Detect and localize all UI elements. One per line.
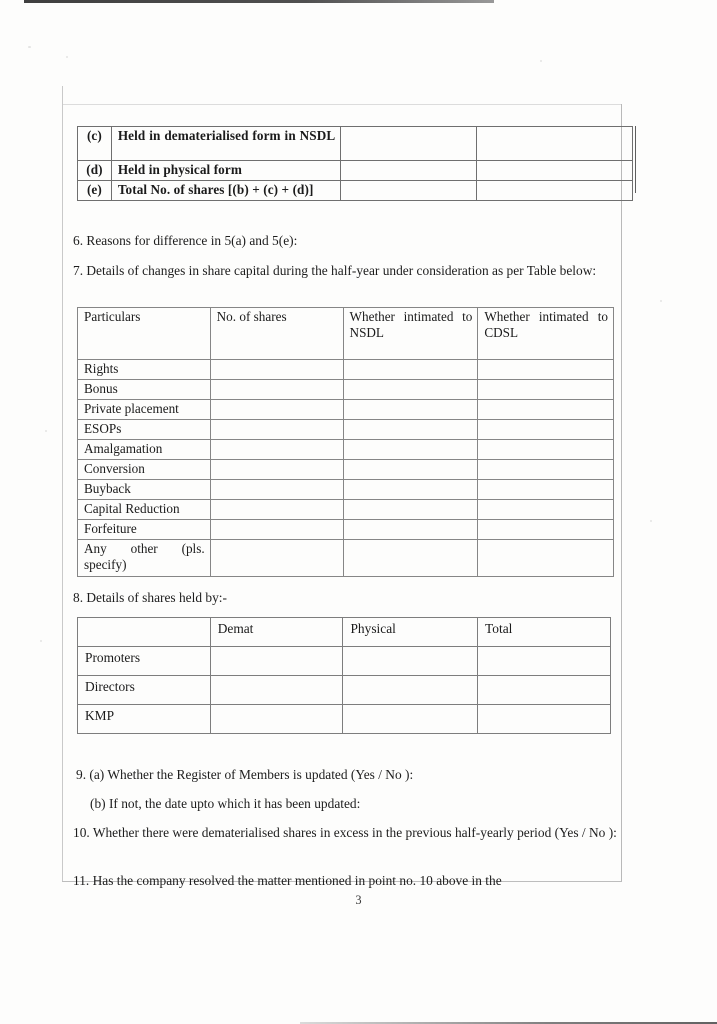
cell-private-placement-cdsl[interactable]	[478, 400, 614, 420]
cell-kmp-physical[interactable]	[343, 705, 478, 734]
scan-frame-left-line	[62, 86, 63, 881]
cell-rights-no-of-shares[interactable]	[210, 360, 343, 380]
table-row	[78, 647, 611, 676]
row-label-buyback: Buyback	[78, 480, 211, 500]
table-row	[78, 520, 614, 540]
row-label-total-no-of-shares: Total No. of shares [(b) + (c) + (d)]	[111, 181, 340, 201]
scan-speck	[540, 60, 542, 62]
cell-rights-nsdl[interactable]	[343, 360, 478, 380]
cell-kmp-demat[interactable]	[210, 705, 343, 734]
cell-amalgamation-nsdl[interactable]	[343, 440, 478, 460]
question-item-10: 10. Whether there were dematerialised shares in excess in the previous half-yearly period (Yes / No ):	[73, 825, 617, 840]
row-index-c: (c)	[78, 127, 112, 161]
question-item-8: 8. Details of shares held by:-	[73, 590, 227, 605]
row-label-bonus: Bonus	[78, 380, 211, 400]
scan-edge-band-top	[24, 0, 494, 3]
scan-frame-right-line	[621, 104, 622, 882]
table-row	[78, 380, 614, 400]
table-row	[78, 420, 614, 440]
row-value2-d[interactable]	[476, 161, 632, 181]
row-label-private-placement: Private placement	[78, 400, 211, 420]
cell-private-placement-no-of-shares[interactable]	[210, 400, 343, 420]
cell-promoters-demat[interactable]	[210, 647, 343, 676]
page-number: 3	[355, 893, 362, 907]
cell-esops-cdsl[interactable]	[478, 420, 614, 440]
cell-any-other-no-of-shares[interactable]	[210, 540, 343, 577]
cell-capital-reduction-nsdl[interactable]	[343, 500, 478, 520]
cell-amalgamation-no-of-shares[interactable]	[210, 440, 343, 460]
row-index-d: (d)	[78, 161, 112, 181]
table-row	[78, 540, 614, 577]
column-header-category	[78, 618, 211, 647]
row-label-forfeiture: Forfeiture	[78, 520, 211, 540]
cell-private-placement-nsdl[interactable]	[343, 400, 478, 420]
shareholding-continuation-table	[77, 126, 633, 201]
cell-bonus-cdsl[interactable]	[478, 380, 614, 400]
cell-conversion-nsdl[interactable]	[343, 460, 478, 480]
scan-speck	[45, 430, 47, 432]
scan-speck	[28, 46, 31, 48]
row-value1-d[interactable]	[341, 161, 476, 181]
row-value2-e[interactable]	[476, 181, 632, 201]
scan-speck	[66, 56, 68, 58]
share-capital-changes-table	[77, 307, 614, 577]
table-header-row	[78, 308, 614, 360]
cell-conversion-cdsl[interactable]	[478, 460, 614, 480]
cell-buyback-nsdl[interactable]	[343, 480, 478, 500]
scan-speck	[660, 300, 662, 302]
cell-esops-nsdl[interactable]	[343, 420, 478, 440]
cell-forfeiture-cdsl[interactable]	[478, 520, 614, 540]
table-row	[78, 676, 611, 705]
cell-buyback-cdsl[interactable]	[478, 480, 614, 500]
cell-promoters-physical[interactable]	[343, 647, 478, 676]
shares-held-by-table	[77, 617, 611, 734]
cell-forfeiture-no-of-shares[interactable]	[210, 520, 343, 540]
scan-speck	[40, 640, 42, 642]
cell-directors-physical[interactable]	[343, 676, 478, 705]
question-item-7: 7. Details of changes in share capital during the half-year under consideration as per Table below:	[73, 263, 597, 278]
row-value1-c[interactable]	[341, 127, 476, 161]
question-item-9b: (b) If not, the date upto which it has been updated:	[90, 796, 361, 811]
table-row	[78, 127, 633, 161]
question-item-6: 6. Reasons for difference in 5(a) and 5(e):	[73, 233, 298, 248]
cell-bonus-no-of-shares[interactable]	[210, 380, 343, 400]
column-header-no-of-shares: No. of shares	[210, 308, 343, 360]
cell-forfeiture-nsdl[interactable]	[343, 520, 478, 540]
table-row	[78, 500, 614, 520]
scan-frame-top-line	[63, 104, 621, 105]
row-label-any-other: Any other (pls. specify)	[78, 540, 211, 577]
table-row	[78, 440, 614, 460]
table-row	[78, 705, 611, 734]
table-row	[78, 480, 614, 500]
question-item-11: 11. Has the company resolved the matter mentioned in point no. 10 above in the	[73, 873, 502, 888]
row-label-esops: ESOPs	[78, 420, 211, 440]
row-label-held-in-demat-nsdl: Held in dematerialised form in NSDL	[111, 127, 340, 161]
cell-capital-reduction-cdsl[interactable]	[478, 500, 614, 520]
cell-any-other-nsdl[interactable]	[343, 540, 478, 577]
cell-capital-reduction-no-of-shares[interactable]	[210, 500, 343, 520]
table-row	[78, 400, 614, 420]
cell-directors-demat[interactable]	[210, 676, 343, 705]
cell-rights-cdsl[interactable]	[478, 360, 614, 380]
cell-esops-no-of-shares[interactable]	[210, 420, 343, 440]
cell-amalgamation-cdsl[interactable]	[478, 440, 614, 460]
table-row	[78, 360, 614, 380]
table5-outer-border-line	[635, 126, 636, 193]
row-label-rights: Rights	[78, 360, 211, 380]
row-value1-e[interactable]	[341, 181, 476, 201]
row-value2-c[interactable]	[476, 127, 632, 161]
cell-conversion-no-of-shares[interactable]	[210, 460, 343, 480]
cell-bonus-nsdl[interactable]	[343, 380, 478, 400]
table-row	[78, 161, 633, 181]
row-label-directors: Directors	[78, 676, 211, 705]
row-index-e: (e)	[78, 181, 112, 201]
column-header-total: Total	[478, 618, 611, 647]
table-row	[78, 460, 614, 480]
column-header-particulars: Particulars	[78, 308, 211, 360]
table-row	[78, 181, 633, 201]
column-header-intimated-cdsl: Whether intimated to CDSL	[478, 308, 614, 360]
row-label-capital-reduction: Capital Reduction	[78, 500, 211, 520]
cell-any-other-cdsl[interactable]	[478, 540, 614, 577]
cell-promoters-total[interactable]	[478, 647, 611, 676]
cell-directors-total[interactable]	[478, 676, 611, 705]
table-header-row	[78, 618, 611, 647]
column-header-demat: Demat	[210, 618, 343, 647]
row-label-held-in-physical-form: Held in physical form	[111, 161, 340, 181]
row-label-kmp: KMP	[78, 705, 211, 734]
cell-kmp-total[interactable]	[478, 705, 611, 734]
column-header-intimated-nsdl: Whether intimated to NSDL	[343, 308, 478, 360]
scan-speck	[650, 520, 652, 522]
row-label-promoters: Promoters	[78, 647, 211, 676]
question-item-9a: 9. (a) Whether the Register of Members is updated (Yes / No ):	[76, 767, 414, 782]
column-header-physical: Physical	[343, 618, 478, 647]
cell-buyback-no-of-shares[interactable]	[210, 480, 343, 500]
row-label-conversion: Conversion	[78, 460, 211, 480]
row-label-amalgamation: Amalgamation	[78, 440, 211, 460]
